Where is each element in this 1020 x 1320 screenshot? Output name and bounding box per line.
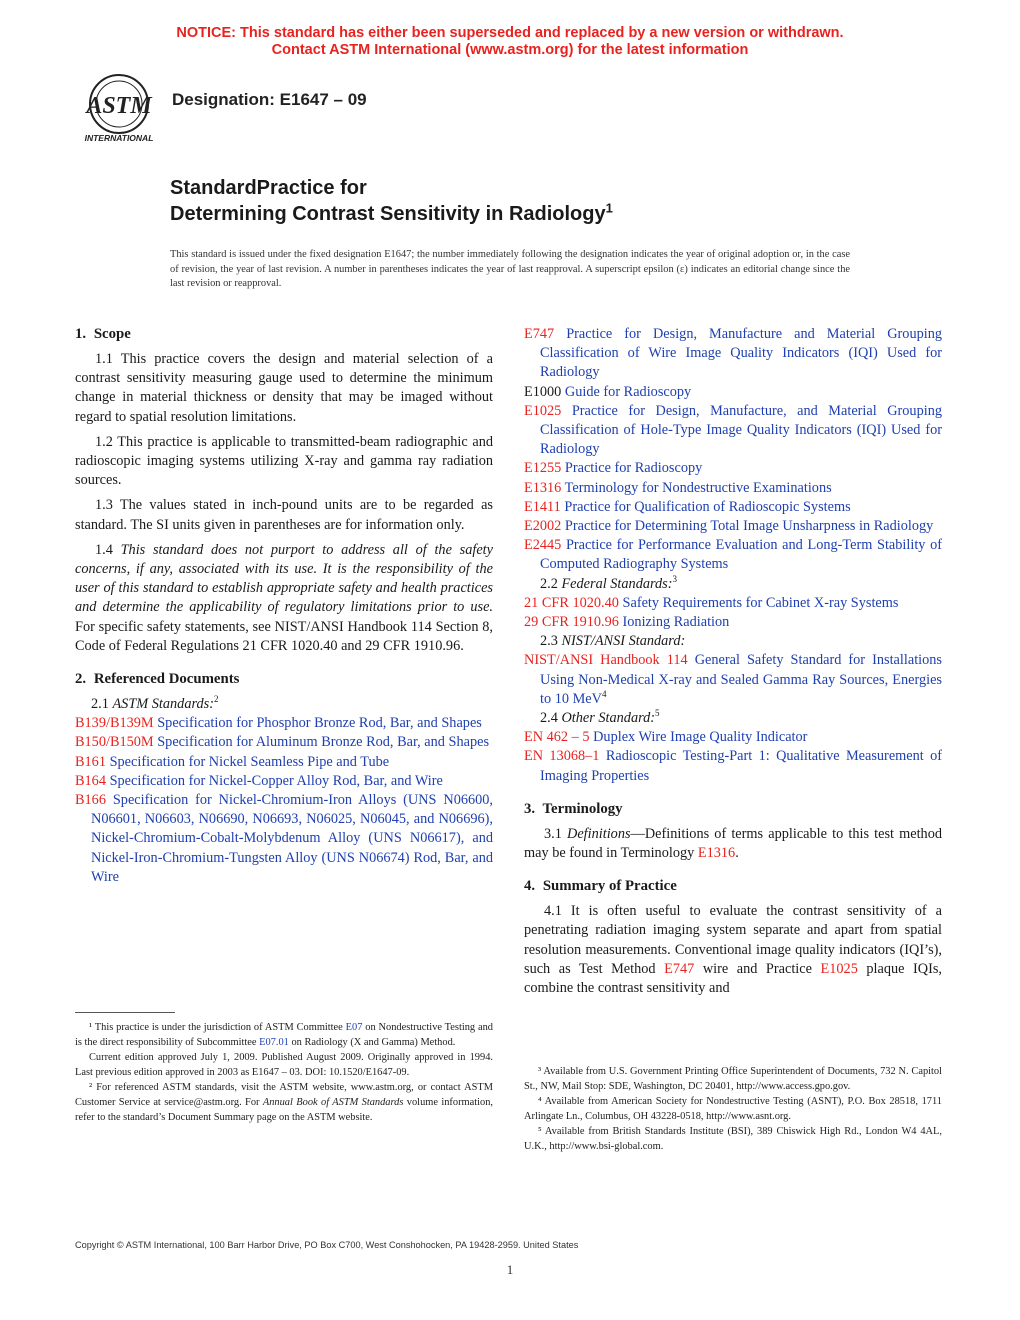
logo-letters: ASTM	[86, 93, 152, 119]
scope-para-1: 1.1 This practice covers the design and material selection of a contrast sensitivity measuring gauge used to determine the minimum change in material thickness or density that may be imaged without regard to spatial resolution limitations.	[75, 351, 493, 425]
footnote-1: ¹ This practice is under the jurisdiction of ASTM Committee E07 on Nondestructive Testing and is the direct responsibility of Subcommittee E07.01 on Radiology (X and Gamma) Method.	[75, 1022, 493, 1048]
ref-e2002[interactable]: E2002 Practice for Determining Total Image Unsharpness in Radiology	[524, 518, 934, 535]
summary-para: 4.1 It is often useful to evaluate the contrast sensitivity of a penetrating radiation imaging system separate and apart from spatial resolution measurements. Conventional image quality indicators (IQI’s), such as Test Method E747 wire and Practice E1025 plaque IQIs, combine the contrast sensitivity and	[524, 903, 943, 997]
issuance-statement: This standard is issued under the fixed designation E1647; the number immediately following the designation indicates the year of original adoption or, in the case of revision, the year of last revision. A number in parentheses indicates the year of last reapproval. A superscript epsilon (ε) indicates an editorial change since the last revision or reapproval.	[170, 249, 850, 289]
ref-e1025[interactable]: E1025 Practice for Design, Manufacture, and Material Grouping Classification of Hole-Type Image Quality Indicators (IQI) Used for Radiology	[524, 402, 943, 458]
footnotes-left	[75, 1020, 493, 1125]
other-standard-label: 2.4 Other Standard:$^5$	[540, 708, 660, 727]
ref-e1000[interactable]: E1000 Guide for Radioscopy	[524, 383, 692, 400]
ref-e2445[interactable]: E2445 Practice for Performance Evaluation and Long-Term Stability of Computed Radiography Systems	[524, 537, 942, 573]
section-heading-terminology: 3. Terminology	[524, 800, 623, 817]
section-heading-summary: 4. Summary of Practice	[524, 878, 677, 895]
footnote-5: ⁵ Available from British Standards Institute (BSI), 389 Chiswick High Rd., London W4 4AL, U.K., http://www.bsi-global.com.	[524, 1126, 942, 1152]
scope-para-4: 1.4 This standard does not purport to address all of the safety concerns, if any, associated with its use. It is the responsibility of the user of this standard to establish appropriate safety and health practices and determine the applicability of regulatory limitations prior to use. For specific safety statements, see NIST/ANSI Handbook 114 Section 8, Code of Federal Regulations 21 CFR 1020.40 and 29 CFR 1910.96.	[75, 541, 493, 654]
title-line-1: StandardPractice for	[170, 177, 367, 199]
ref-e1316[interactable]: E1316 Terminology for Nondestructive Examinations	[524, 479, 832, 496]
ref-e747[interactable]: E747 Practice for Design, Manufacture and Material Grouping Classification of Wire Image Quality Indicators (IQI) Used for Radiology	[524, 326, 943, 381]
ref-b139[interactable]: B139/B139M Specification for Phosphor Bronze Rod, Bar, and Shapes	[75, 715, 482, 732]
designation: Designation: E1647 – 09	[172, 90, 367, 109]
copyright: Copyright © ASTM International, 100 Barr Harbor Drive, PO Box C700, West Conshohocken, PA 19428-2959. United States	[75, 1240, 579, 1250]
ref-b164[interactable]: B164 Specification for Nickel-Copper Alloy Rod, Bar, and Wire	[75, 772, 443, 789]
footnote-4: ⁴ Available from American Society for Nondestructive Testing (ASNT), P.O. Box 28518, 1711 Arlingate Ln., Columbus, OH 43228-0518, http://www.asnt.org.	[524, 1096, 942, 1122]
ref-b161[interactable]: B161 Specification for Nickel Seamless Pipe and Tube	[75, 753, 390, 770]
federal-standards-label: 2.2 Federal Standards:$^3$	[540, 573, 678, 592]
ref-b166[interactable]: B166 Specification for Nickel-Chromium-Iron Alloys (UNS N06600, N06601, N06603, N06690, N06693, N06025, N06045, and N06696), Nickel-Chromium-Cobalt-Molybdenum Alloy (UNS N06617), and Nickel-Iron-Chromium-Tungsten Alloy (UNS N06674) Rod, Bar, and Wire	[75, 792, 494, 885]
notice-line-2: Contact ASTM International (www.astm.org) for the latest information	[271, 42, 749, 58]
astm-standards-label: 2.1 ASTM Standards:$^2$	[91, 694, 219, 713]
section-heading-refdocs: 2. Referenced Documents	[75, 671, 240, 688]
page-number: 1	[506, 1262, 514, 1277]
scope-para-2: 1.2 This practice is applicable to transmitted-beam radiographic and radioscopic imaging systems utilizing X-ray and gamma ray radiation sources.	[75, 433, 493, 489]
logo-subtitle: INTERNATIONAL	[84, 133, 154, 143]
footnote-1-edition: Current edition approved July 1, 2009. Published August 2009. Originally approved in 1994. Last previous edition approved in 2003 as E1647 – 03. DOI: 10.1520/E1647-09.	[75, 1052, 493, 1078]
ref-nist-handbook[interactable]: NIST/ANSI Handbook 114 General Safety Standard for Installations Using Non-Medical X-ray and Sealed Gamma Ray Sources, Energies to 10 MeV$^4$	[524, 652, 942, 707]
astm-logo-icon	[74, 70, 164, 144]
right-column	[524, 325, 942, 1004]
nist-standard-label: 2.3 NIST/ANSI Standard:	[540, 633, 686, 650]
link-e747[interactable]: E747	[664, 960, 695, 977]
ref-en462[interactable]: EN 462 – 5 Duplex Wire Image Quality Indicator	[524, 729, 808, 746]
section-heading-scope: 1. Scope	[75, 326, 131, 342]
document-title	[170, 175, 613, 227]
ref-b150[interactable]: B150/B150M Specification for Aluminum Bronze Rod, Bar, and Shapes	[75, 734, 490, 751]
scope-para-3: 1.3 The values stated in inch-pound units are to be regarded as standard. The SI units given in parentheses are for information only.	[75, 497, 493, 533]
footnote-divider-left	[75, 1012, 175, 1013]
ref-en13068[interactable]: EN 13068–1 Radioscopic Testing-Part 1: Qualitative Measurement of Imaging Properties	[524, 748, 943, 784]
title-line-2: Determining Contrast Sensitivity in Radiology$^1$	[170, 200, 613, 225]
ref-e1255[interactable]: E1255 Practice for Radioscopy	[524, 460, 703, 477]
title-footnote-ref[interactable]: 1	[605, 200, 613, 216]
left-column	[75, 325, 493, 887]
footnote-3: ³ Available from U.S. Government Printing Office Superintendent of Documents, 732 N. Capitol St., NW, Mail Stop: SDE, Washington, DC 20401, http://www.access.gpo.gov.	[524, 1066, 942, 1092]
terminology-para: 3.1 Definitions—Definitions of terms applicable to this test method may be found in Terminology E1316.	[524, 825, 942, 862]
ref-e1411[interactable]: E1411 Practice for Qualification of Radioscopic Systems	[524, 498, 851, 515]
link-e1316[interactable]: E1316	[697, 845, 736, 862]
link-e1025[interactable]: E1025	[820, 960, 858, 977]
notice-line-1: NOTICE: This standard has either been superseded and replaced by a new version or withdrawn.	[176, 25, 844, 41]
footnote-2: ² For referenced ASTM standards, visit the ASTM website, www.astm.org, or contact ASTM Customer Service at service@astm.org. For Annual Book of ASTM Standards volume information, refer to the standard’s Document Summary page on the ASTM website.	[75, 1082, 493, 1123]
ref-21cfr[interactable]: 21 CFR 1020.40 Safety Requirements for Cabinet X-ray Systems	[524, 594, 899, 611]
footnotes-right	[524, 1064, 942, 1154]
ref-29cfr[interactable]: 29 CFR 1910.96 Ionizing Radiation	[524, 614, 730, 631]
withdrawal-notice	[0, 25, 1020, 59]
